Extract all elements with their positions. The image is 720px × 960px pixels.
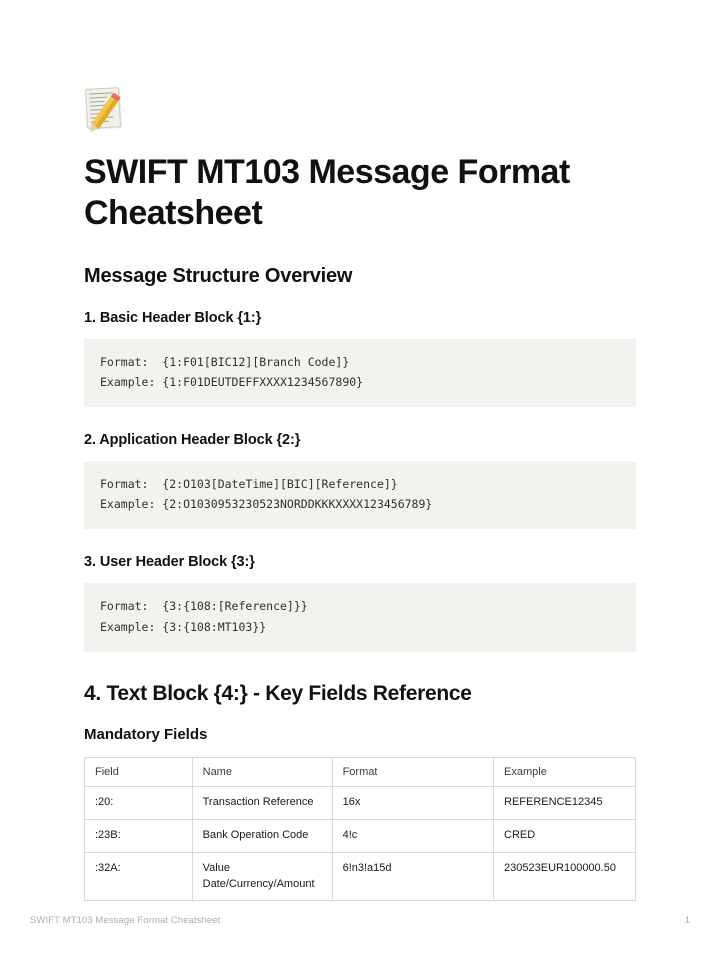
memo-pencil-icon <box>84 86 126 130</box>
column-header-name: Name <box>192 757 332 786</box>
heading-application-header-block: 2. Application Header Block {2:} <box>84 432 301 449</box>
mandatory-fields-table <box>84 757 636 902</box>
page-title: SWIFT MT103 Message Format Cheatsheet <box>84 153 570 233</box>
heading-text-block: 4. Text Block {4:} - Key Fields Reference <box>84 681 472 705</box>
code-line-format: Format: {3:{108:[Reference]}} <box>100 599 308 614</box>
cell-format: 4!c <box>332 819 493 852</box>
code-line-example: Example: {3:{108:MT103}} <box>100 619 267 634</box>
page-footer <box>30 915 690 926</box>
footer-page-number: 1 <box>684 915 690 926</box>
column-header-format: Format <box>332 757 493 786</box>
code-line-format: Format: {2:O103[DateTime][BIC][Reference]} <box>100 477 398 492</box>
code-block-application-header <box>84 461 636 529</box>
code-line-example: Example: {1:F01DEUTDEFFXXXX1234567890} <box>100 375 364 390</box>
code-block-user-header <box>84 583 636 651</box>
cell-name: Value Date/Currency/Amount <box>192 852 332 901</box>
code-block-basic-header <box>84 339 636 407</box>
cell-field: :23B: <box>85 819 193 852</box>
code-line-example: Example: {2:O1030953230523NORDDKKKXXXX123456789} <box>100 497 433 512</box>
cell-field: :32A: <box>85 852 193 901</box>
document-content <box>84 86 636 901</box>
cell-format: 16x <box>332 786 493 819</box>
code-line-format: Format: {1:F01[BIC12][Branch Code]} <box>100 354 350 369</box>
heading-basic-header-block: 1. Basic Header Block {1:} <box>84 309 262 326</box>
column-header-example: Example <box>494 757 636 786</box>
cell-example: 230523EUR100000.50 <box>494 852 636 901</box>
cell-field: :20: <box>85 786 193 819</box>
heading-user-header-block: 3. User Header Block {3:} <box>84 554 255 571</box>
column-header-field: Field <box>85 757 193 786</box>
heading-mandatory-fields: Mandatory Fields <box>84 725 208 743</box>
cell-name: Transaction Reference <box>192 786 332 819</box>
table-header-row <box>85 757 636 786</box>
table-row <box>85 786 636 819</box>
cell-example: CRED <box>494 819 636 852</box>
section-heading-overview: Message Structure Overview <box>84 264 353 287</box>
cell-example: REFERENCE12345 <box>494 786 636 819</box>
footer-document-name: SWIFT MT103 Message Format Cheatsheet <box>30 915 221 926</box>
cell-format: 6!n3!a15d <box>332 852 493 901</box>
cell-name: Bank Operation Code <box>192 819 332 852</box>
table-row <box>85 819 636 852</box>
table-row <box>85 852 636 901</box>
